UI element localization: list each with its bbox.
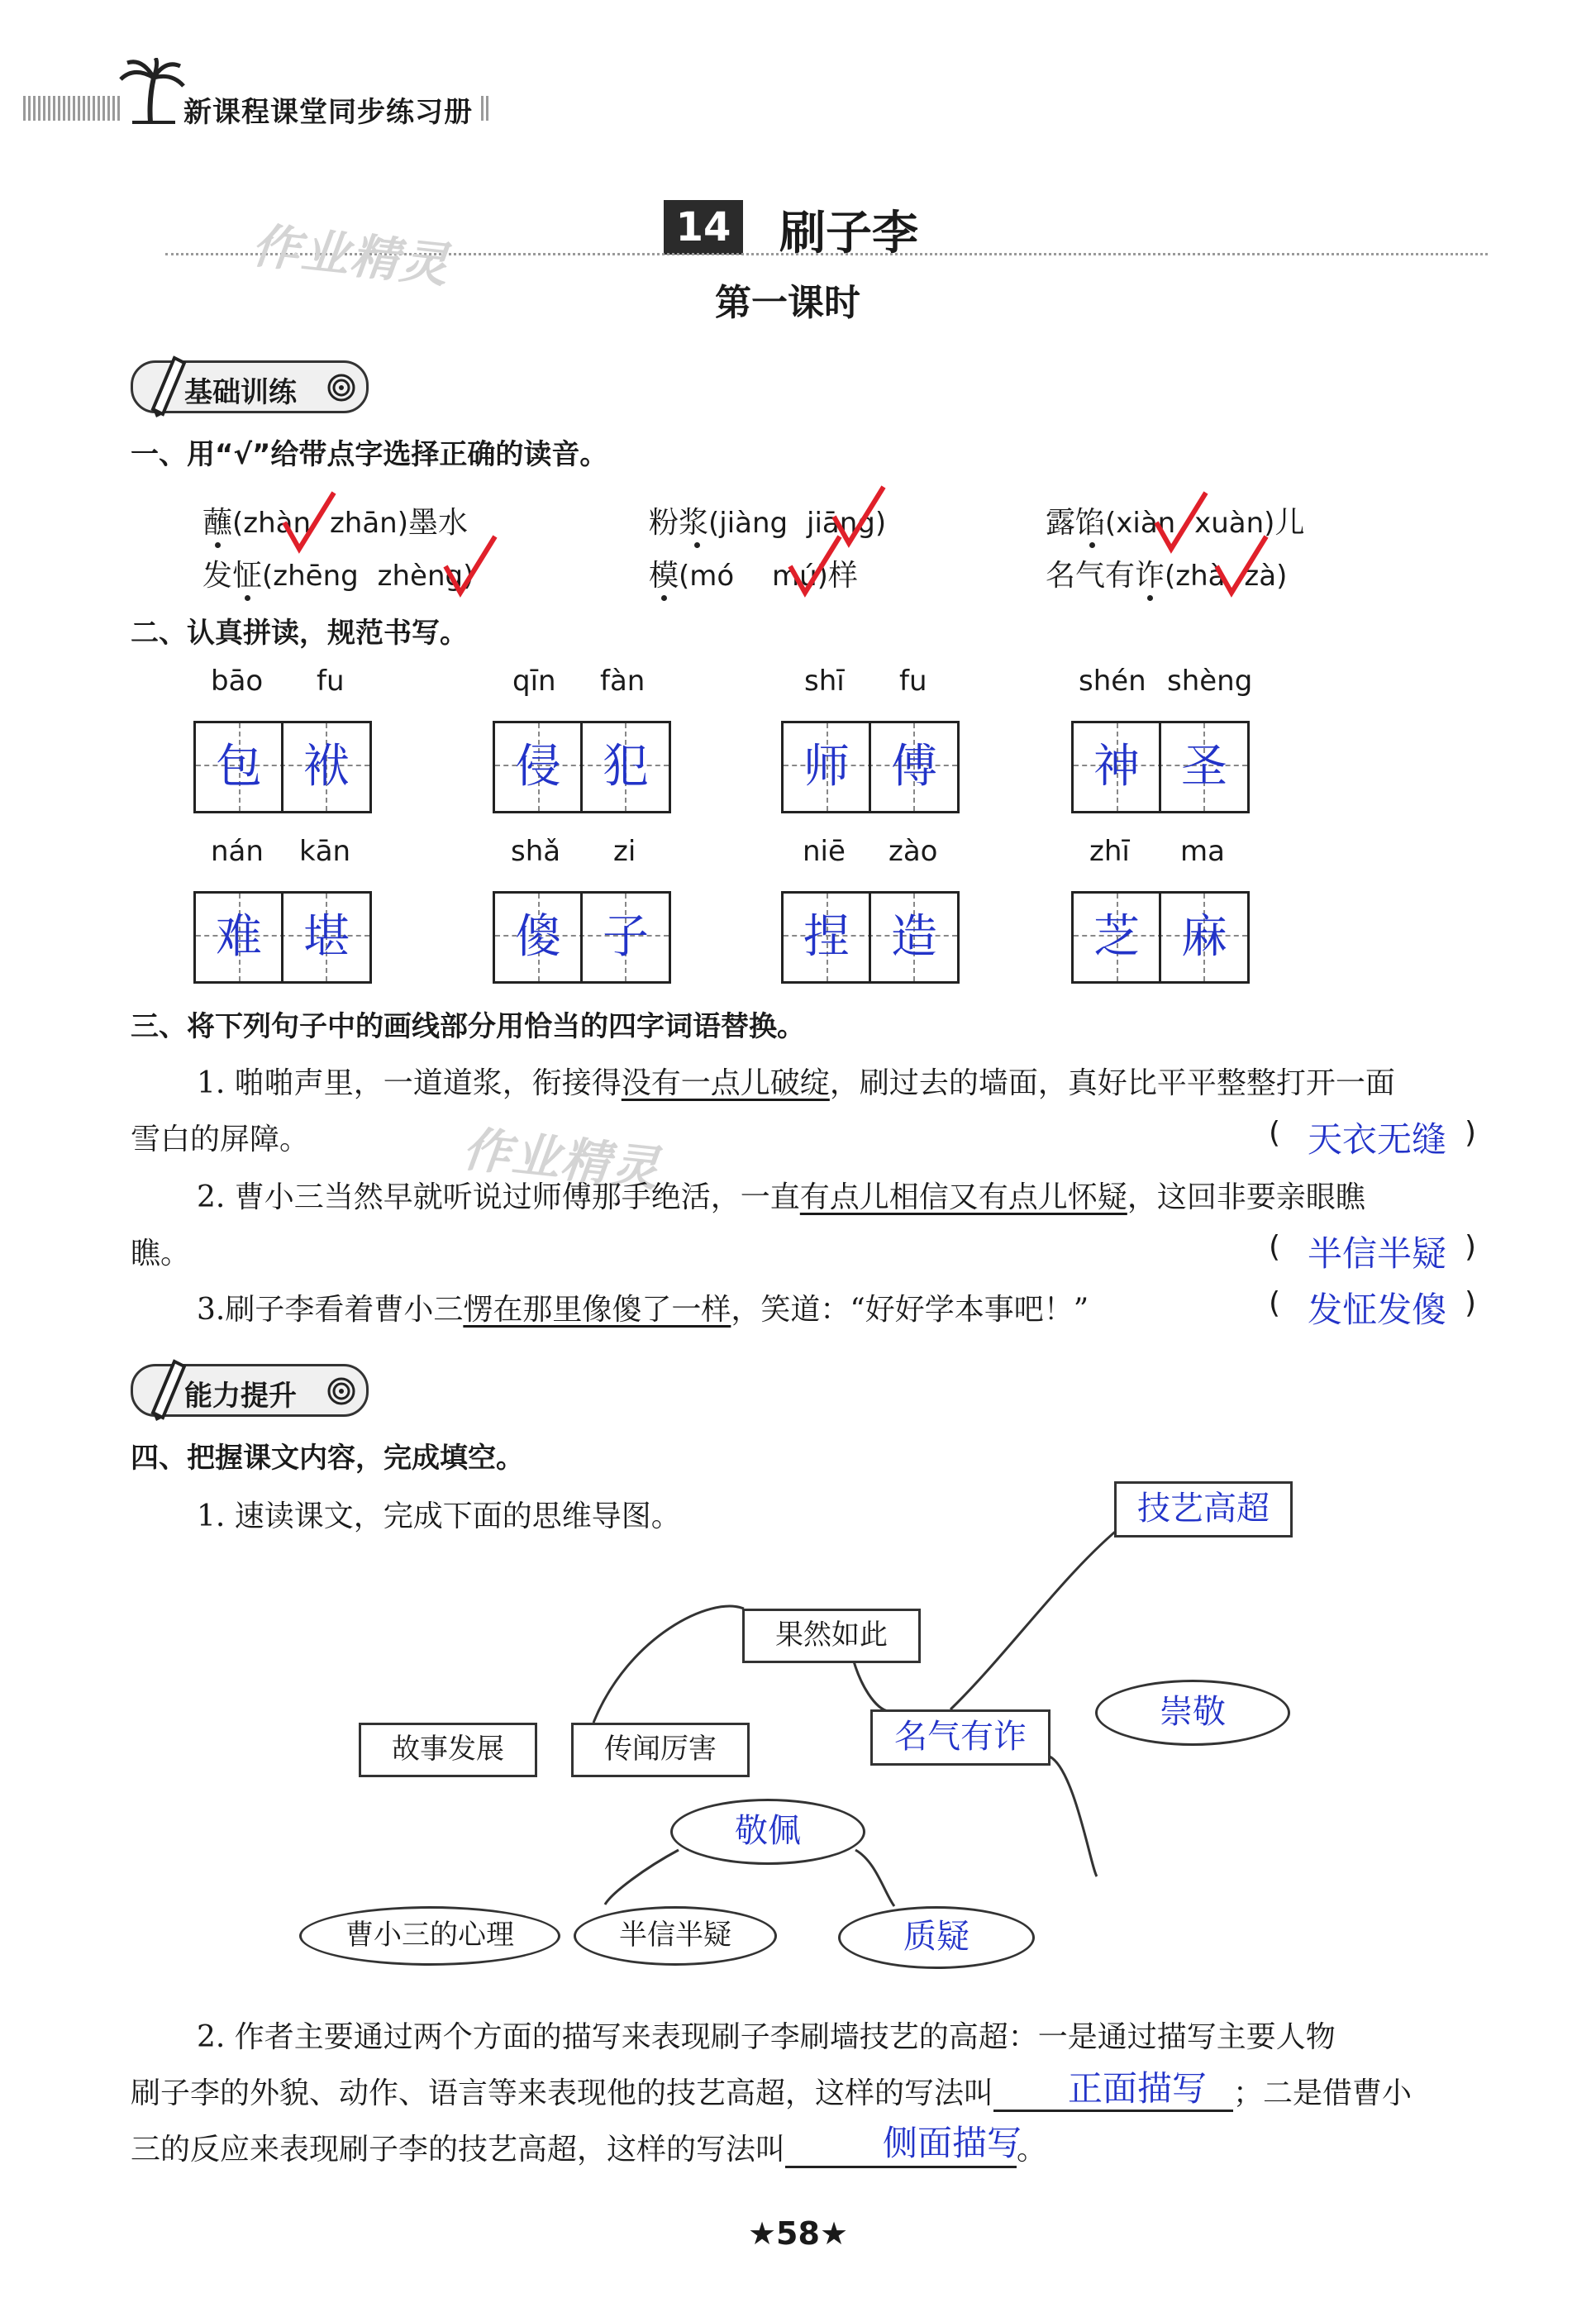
- q1-item-5: 模(mó mú)样: [649, 559, 858, 593]
- mindmap-mind: 曹小三的心理: [299, 1906, 560, 1966]
- pinyin: zi: [613, 835, 636, 868]
- answer-char: 犯: [603, 740, 649, 794]
- pinyin: bāo: [211, 665, 264, 698]
- mindmap-fame: 名气有诈: [870, 1709, 1051, 1766]
- pinyin: shī: [804, 665, 845, 698]
- pinyin: niē: [803, 835, 846, 868]
- q3-paren-right: ): [1465, 1230, 1477, 1264]
- answer-char: 神: [1093, 740, 1140, 794]
- answer-char: 芝: [1093, 910, 1140, 964]
- q1-item-1: 蘸(zhàn zhān)墨水: [202, 506, 469, 540]
- mindmap-rumor: 传闻厉害: [571, 1723, 750, 1777]
- q3-answer-2: 半信半疑: [1308, 1233, 1447, 1274]
- mindmap-indeed: 果然如此: [742, 1609, 921, 1663]
- q1-item-2: 粉浆(jiàng jiāng): [649, 506, 887, 540]
- watermark: 作业精灵: [460, 1120, 664, 1198]
- answer-char: 傻: [515, 910, 561, 964]
- q4-sub2-line1: 2. 作者主要通过两个方面的描写来表现刷子李刷墙技艺的高超：一是通过描写主要人物: [197, 2020, 1336, 2054]
- q3-paren-right: ): [1465, 1286, 1477, 1320]
- answer-char: 圣: [1181, 740, 1227, 794]
- mindmap-half: 半信半疑: [574, 1906, 777, 1966]
- q3-sentence-1: 1. 啪啪声里，一道道浆，衔接得没有一点儿破绽，刷过去的墙面，真好比平平整整打开一面: [197, 1066, 1395, 1100]
- answer-char: 师: [803, 740, 850, 794]
- lesson-number: 14: [664, 200, 743, 255]
- pinyin: fu: [317, 665, 345, 698]
- answer-char: 造: [891, 910, 937, 964]
- star-icon: ★: [747, 2215, 777, 2252]
- q3-paren-left: (: [1269, 1286, 1281, 1320]
- watermark: 作业精灵: [249, 217, 453, 294]
- q3-paren-left: (: [1269, 1230, 1281, 1264]
- pinyin: fu: [899, 665, 927, 698]
- answer-char: 麻: [1181, 910, 1227, 964]
- q3-paren-left: (: [1269, 1116, 1281, 1150]
- q1-item-3: 露馅(xiàn xuàn)儿: [1046, 506, 1305, 540]
- answer-char: 难: [216, 910, 262, 964]
- answer-char: 子: [603, 910, 649, 964]
- q4-answer-2: 侧面描写: [883, 2123, 1022, 2163]
- pinyin: kān: [299, 835, 351, 868]
- q1-title: 一、用“√”给带点字选择正确的读音。: [131, 438, 608, 471]
- mindmap-skill: 技艺高超: [1114, 1481, 1293, 1538]
- pinyin: shèng: [1167, 665, 1253, 698]
- answer-char: 捏: [803, 910, 850, 964]
- answer-char: 傅: [891, 740, 937, 794]
- answer-char: 包: [216, 740, 262, 794]
- pinyin: nán: [211, 835, 264, 868]
- q3-sentence-2: 2. 曹小三当然早就听说过师傅那手绝活，一直有点儿相信又有点儿怀疑，这回非要亲眼瞧: [197, 1180, 1365, 1214]
- q3-sentence-2-cont: 瞧。: [131, 1237, 191, 1271]
- q2-title: 二、认真拼读，规范书写。: [131, 617, 468, 650]
- answer-char: 袱: [303, 740, 350, 794]
- pinyin: zhī: [1089, 835, 1130, 868]
- pinyin: ma: [1180, 835, 1225, 868]
- q3-paren-right: ): [1465, 1116, 1477, 1150]
- section-ability-label: 能力提升: [184, 1380, 297, 1413]
- q1-item-4: 发怔(zhēng zhèng): [202, 559, 474, 593]
- section-basic-label: 基础训练: [184, 376, 297, 409]
- mindmap-doubt: 质疑: [838, 1906, 1035, 1969]
- star-icon: ★: [819, 2215, 849, 2252]
- mindmap-story: 故事发展: [359, 1723, 537, 1777]
- answer-char: 侵: [515, 740, 561, 794]
- pinyin: shén: [1079, 665, 1146, 698]
- q4-answer-1: 正面描写: [1068, 2068, 1208, 2109]
- pinyin: shǎ: [511, 835, 561, 868]
- pinyin: fàn: [600, 665, 646, 698]
- q4-sub2-line2: 刷子李的外貌、动作、语言等来表现他的技艺高超，这样的写法叫 ；二是借曹小: [131, 2076, 1413, 2110]
- answer-char: 堪: [303, 910, 350, 964]
- q4-title: 四、把握课文内容，完成填空。: [131, 1442, 524, 1475]
- series-title: 新课程课堂同步练习册: [183, 96, 473, 129]
- q1-item-6: 名气有诈(zhà zà): [1046, 559, 1288, 593]
- page-number: ★58★: [747, 2215, 849, 2252]
- q3-answer-3: 发怔发傻: [1308, 1290, 1447, 1330]
- mindmap-admire: 敬佩: [670, 1799, 865, 1865]
- q4-sub1: 1. 速读课文，完成下面的思维导图。: [197, 1499, 681, 1533]
- session-title: 第一课时: [715, 282, 860, 324]
- mindmap-respect: 崇敬: [1095, 1680, 1290, 1746]
- q3-sentence-1-cont: 雪白的屏障。: [131, 1123, 310, 1156]
- lesson-title: 刷子李: [779, 207, 918, 260]
- q3-title: 三、将下列句子中的画线部分用恰当的四字词语替换。: [131, 1010, 805, 1043]
- pinyin: zào: [889, 835, 938, 868]
- q3-answer-1: 天衣无缝: [1308, 1119, 1447, 1160]
- q4-sub2-line3: 三的反应来表现刷子李的技艺高超，这样的写法叫 。: [131, 2133, 1047, 2167]
- q3-sentence-3: 3.刷子李看着曹小三愣在那里像傻了一样，笑道：“好好学本事吧！”: [197, 1293, 1089, 1327]
- pinyin: qīn: [512, 665, 556, 698]
